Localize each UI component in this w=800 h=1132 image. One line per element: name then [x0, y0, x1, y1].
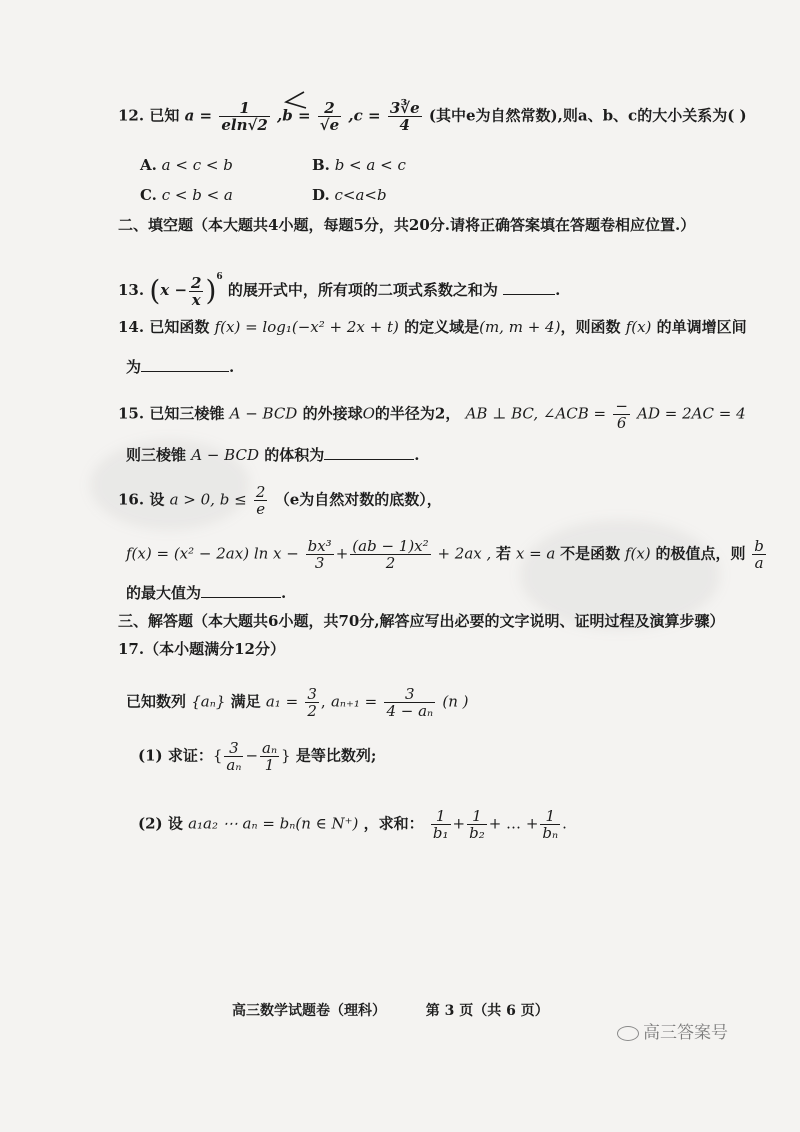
brace: } [281, 746, 291, 765]
fraction [431, 808, 451, 841]
q14-end: . [229, 358, 235, 376]
frac-num: 1 [431, 808, 451, 825]
frac-num: 1 [219, 100, 269, 117]
fraction [260, 740, 279, 773]
q15-cond2: AD = 2AC = 4 [637, 404, 746, 423]
q16-text: 不是函数 [560, 544, 621, 563]
q13-text: 的展开式中，所有项的二项式系数之和为 [227, 281, 498, 299]
q15-text: 的体积为 [264, 446, 325, 464]
frac-den: x [191, 290, 201, 309]
q15-cond: AB ⊥ BC, ∠ACB = [465, 404, 607, 423]
q15-text: 则三棱锥 [126, 446, 187, 464]
ellipsis: + … + [488, 814, 539, 833]
watermark [617, 1018, 728, 1043]
question-number: 15. [118, 404, 145, 423]
frac-den: b₁ [432, 824, 449, 842]
q17-tail: (n ) [442, 692, 469, 711]
fraction [384, 686, 435, 719]
q17-sep: , [320, 692, 326, 711]
answer-blank [324, 459, 414, 460]
q13-end: . [555, 281, 561, 299]
q15-text: 的半径为2， [374, 404, 461, 423]
option-text: a < c < b [161, 156, 233, 174]
q16-text: 的极值点，则 [655, 544, 746, 563]
fraction [189, 275, 203, 308]
q14-text: 已知函数 [149, 318, 210, 336]
q14-domain: (m, m + 4) [479, 318, 561, 336]
close-paren: ) [205, 274, 217, 307]
option-label: B. [312, 156, 330, 174]
q12-tail: (其中e为自然常数),则a、b、c的大小关系为( ) [428, 106, 747, 125]
q13-expr: x − [160, 281, 188, 299]
q16-text: 若 [496, 544, 512, 563]
frac-den: eln√2 [221, 116, 268, 134]
q17-text: 满足 [230, 692, 261, 711]
frac-num: (ab − 1)x² [352, 537, 429, 555]
question-17-part-1 [138, 740, 376, 773]
q17-a1: a₁ = [265, 692, 299, 711]
fraction [350, 538, 430, 571]
q16-text: 的最大值为 [126, 584, 202, 602]
frac-num: 2 [318, 100, 341, 117]
question-17-stem [126, 686, 469, 719]
q14-text: 的单调增区间 [656, 318, 747, 336]
q16-func: + 2ax , [437, 544, 492, 563]
question-16 [118, 484, 442, 517]
watermark-text: 高三答案号 [643, 1023, 728, 1043]
frac-den: 4 − aₙ [386, 702, 434, 720]
exponent: 6 [216, 272, 223, 282]
q17-seq: {aₙ} [191, 692, 226, 711]
frac-num: 1 [540, 808, 560, 825]
q14-text: ，则函数 [560, 318, 621, 336]
q17-product: a₁a₂ ⋯ aₙ = bₙ(n ∈ N⁺) [188, 814, 359, 833]
fraction-b-over-a [752, 538, 766, 571]
question-12 [118, 100, 747, 133]
frac-den: 2 [307, 702, 317, 720]
q15-text: 的外接球 [302, 404, 363, 423]
frac-num: b [754, 537, 764, 555]
question-17-part-2: (2) 设 a₁a₂ ⋯ aₙ = bₙ(n ∈ N⁺) ，求和： $\frac{1}{\text{b₁}}$ + $\frac{1}{\text{b₂}}$ + … + $\frac{1}{\text{bₙ}}$ . [138, 807, 567, 842]
q12-option-b [312, 156, 406, 174]
frac-num: 2 [255, 483, 266, 501]
q12-b-lhs: ,b = [277, 106, 311, 125]
pen-mark-icon [282, 88, 308, 112]
fraction [305, 686, 319, 719]
question-17-title: 17.（本小题满分12分） [118, 640, 285, 658]
question-16-line3 [126, 584, 286, 602]
q14-text: 的定义域是 [404, 318, 480, 336]
q12-option-a [140, 156, 233, 174]
frac-den: √e [319, 116, 340, 134]
q17-part-label: (2) 设 [138, 814, 183, 833]
frac-den: e [256, 500, 266, 518]
frac-num: 3 [384, 686, 435, 703]
q16-text: （e为自然对数的底数）， [274, 490, 442, 509]
q16-text: 设 [149, 490, 165, 509]
frac-num: − [615, 397, 628, 415]
frac-num: 2 [191, 273, 202, 292]
q17-an: aₙ₊₁ = [330, 692, 378, 711]
q12-c-lhs: ,c = [348, 106, 381, 125]
q17-text: 是等比数列; [295, 746, 377, 765]
section-3-heading: 三、解答题（本大题共6小题，共70分,解答应写出必要的文字说明、证明过程及演算步骤） [118, 612, 725, 630]
frac-num: 1 [467, 808, 487, 825]
question-number: 16. [118, 490, 145, 509]
frac-den: 4 [399, 116, 410, 134]
section-2-heading: 二、填空题（本大题共4小题，每题5分，共20分.请将正确答案填在答题卷相应位置.） [118, 216, 696, 234]
q12-option-c [140, 186, 233, 204]
footer [232, 1002, 549, 1020]
q14-func2: f(x) [625, 318, 652, 336]
q17-text: ，求和： [363, 814, 424, 833]
fraction-b [318, 100, 341, 133]
q16-end: . [281, 584, 287, 602]
q12-option-d [312, 186, 387, 204]
frac-den: 1 [264, 756, 275, 774]
q16-cond2: x = a [515, 544, 556, 563]
q16-func: f(x) = (x² − 2ax) ln x − [126, 544, 299, 563]
q16-cond: a > 0, b ≤ [169, 490, 247, 509]
fraction [306, 538, 334, 571]
fraction-c [388, 100, 422, 133]
question-15 [118, 398, 746, 431]
fraction [254, 484, 268, 517]
frac-den: 3 [314, 554, 325, 572]
footer-page: 第 3 页（共 6 页） [425, 1003, 549, 1019]
chat-bubble-icon [617, 1026, 639, 1041]
frac-den: a [754, 554, 764, 572]
q12-a-lhs: a = [184, 106, 213, 125]
option-label: C. [140, 186, 157, 204]
question-16-function [126, 538, 768, 571]
frac-den: b₂ [469, 824, 485, 842]
q17-text: 已知数列 [126, 692, 187, 711]
answer-blank [201, 597, 281, 598]
question-14-line2 [126, 358, 234, 376]
question-14 [118, 318, 747, 336]
question-15-line2 [126, 446, 419, 464]
frac-den: bₙ [542, 824, 559, 842]
option-text: b < a < c [334, 156, 406, 174]
answer-blank [141, 371, 229, 372]
footer-title: 高三数学试题卷（理科） [232, 1003, 386, 1019]
question-13 [118, 268, 560, 308]
fraction-a [219, 100, 269, 133]
option-text: c < b < a [161, 186, 233, 204]
q15-tet: A − BCD [229, 404, 298, 423]
frac-num: 3 [307, 685, 317, 703]
q14-text: 为 [126, 358, 142, 376]
question-number: 12. [118, 106, 145, 125]
open-paren: ( [149, 274, 161, 307]
frac-den: 2 [385, 554, 396, 572]
fraction [540, 808, 560, 841]
q15-end: . [414, 446, 420, 464]
option-label: D. [312, 186, 330, 204]
q14-func: f(x) = log₁(−x² + 2x + t) [214, 318, 399, 336]
minus: − [245, 746, 259, 765]
frac-den: 6 [616, 414, 627, 432]
frac-num: 3 [224, 740, 243, 757]
brace: { [212, 746, 223, 765]
frac-den: aₙ [226, 756, 242, 774]
q15-tet: A − BCD [191, 446, 259, 464]
option-label: A. [140, 156, 157, 174]
q17-part-label: (1) 求证： [138, 746, 213, 765]
q17-end: . [562, 814, 567, 833]
question-number: 13. [118, 281, 145, 299]
frac-num: bx³ [307, 537, 332, 555]
frac-num: aₙ [262, 739, 278, 757]
fraction [613, 398, 630, 431]
frac-num: 3∛e [389, 99, 420, 117]
question-number: 14. [118, 318, 145, 336]
q15-sphere: O [362, 404, 375, 423]
q12-lead: 已知 [149, 106, 180, 125]
q16-plus: + [335, 544, 349, 563]
fraction [467, 808, 487, 841]
fraction [224, 740, 243, 773]
answer-blank [503, 294, 555, 295]
option-text: c<a<b [334, 186, 387, 204]
q15-text: 已知三棱锥 [149, 404, 225, 423]
q16-func2: f(x) [624, 544, 651, 563]
